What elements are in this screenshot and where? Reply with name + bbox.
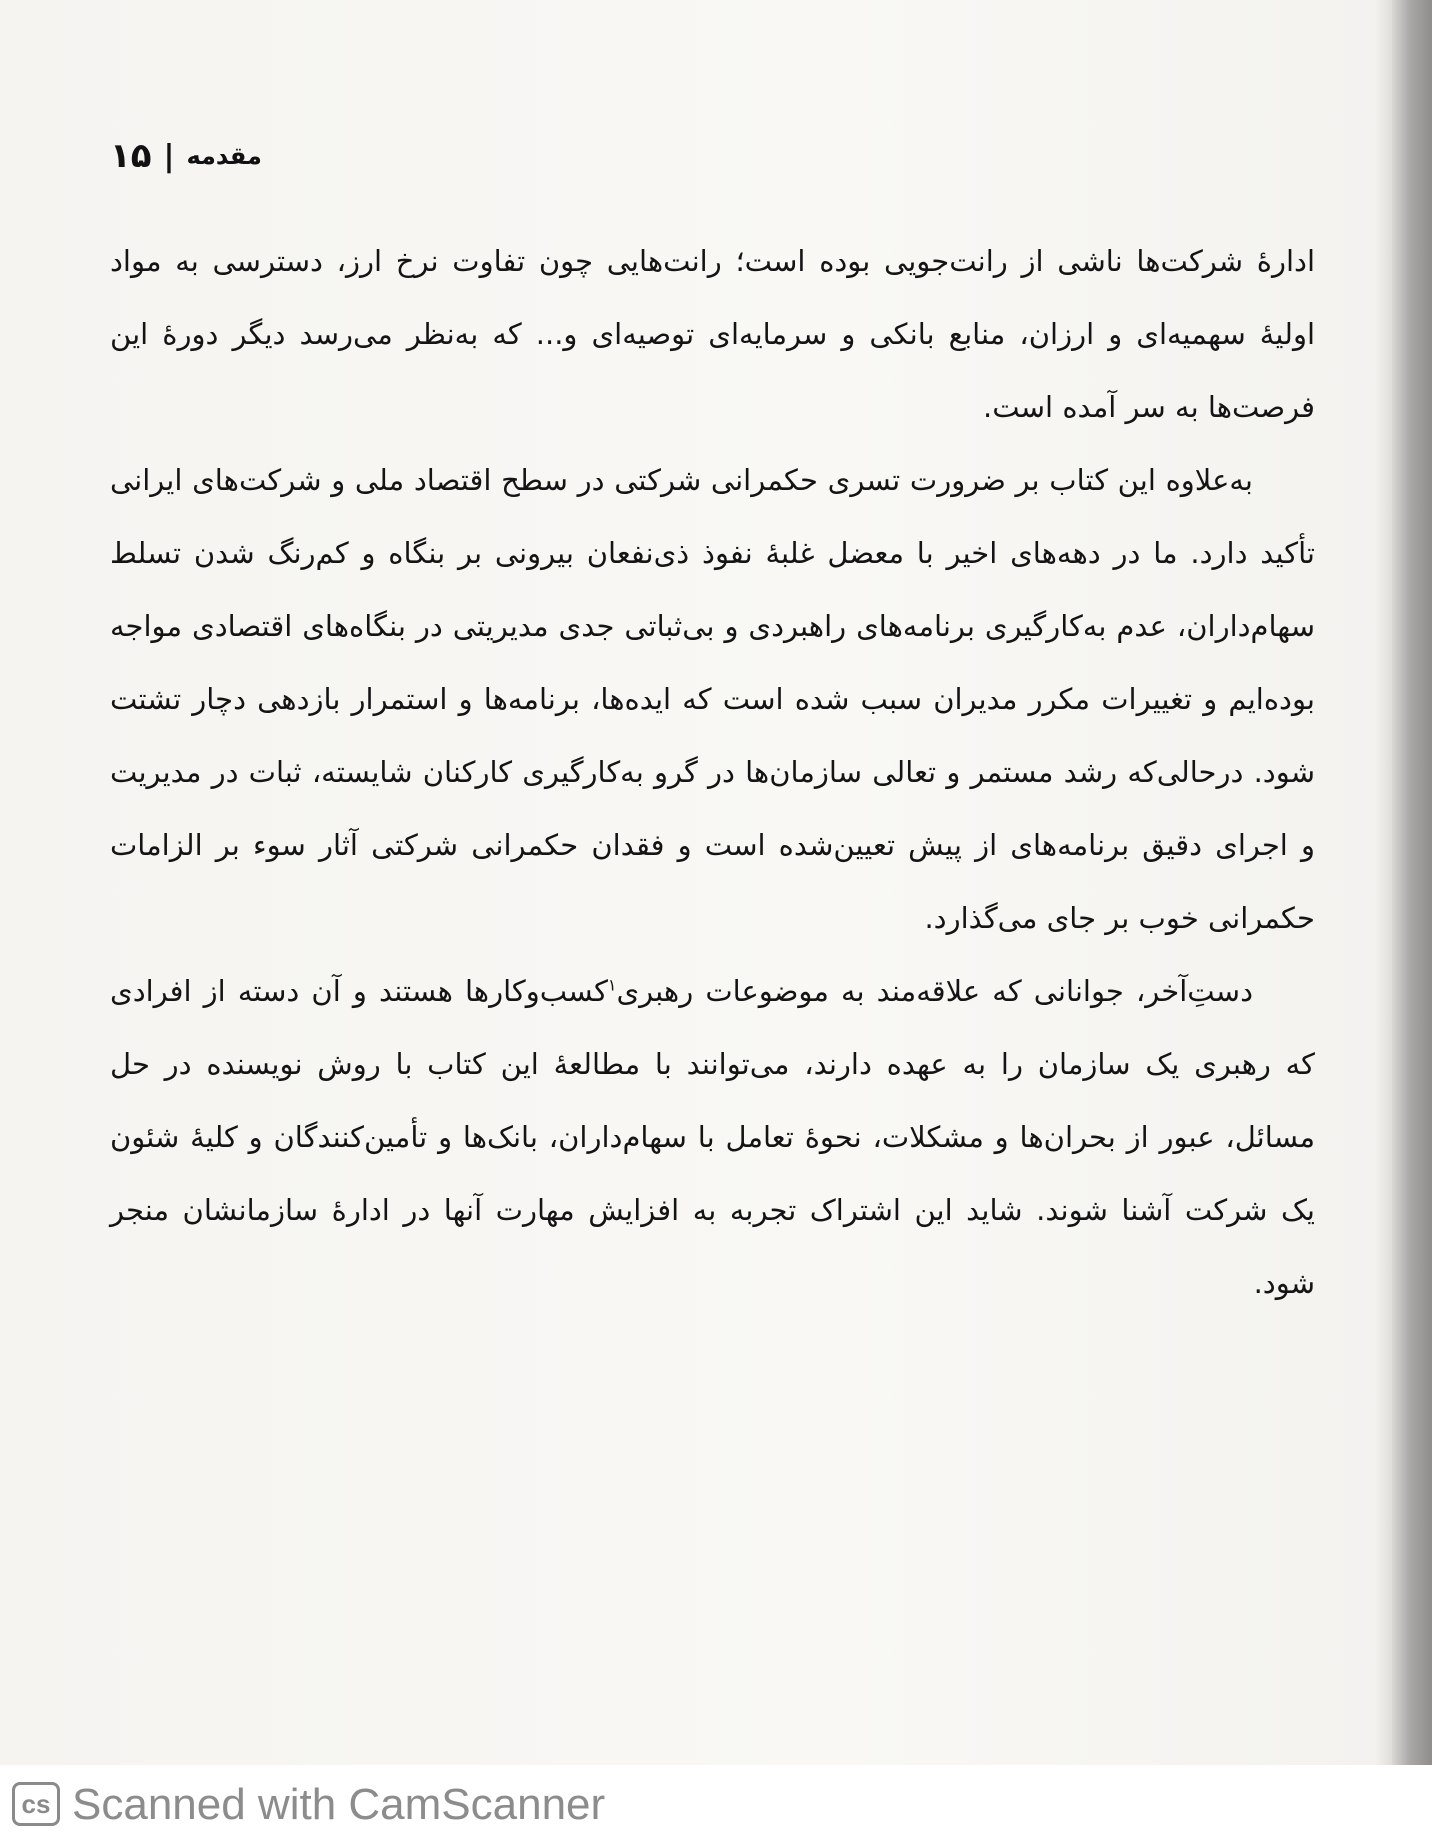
book-page-edge: [1392, 0, 1432, 1765]
paragraph-3: [110, 955, 1315, 1320]
paragraph-2: به‌علاوه این کتاب بر ضرورت تسری حکمرانی شرکتی در سطح اقتصاد ملی و شرکت‌های ایرانی تأکید دارد. ما در دهه‌های اخیر با معضل غلبهٔ نفوذ ذی‌نفعان بیرونی بر بنگاه و کم‌رنگ شدن تسلط سهام‌داران، عدم به‌کارگیری برنامه‌های راهبردی و بی‌ثباتی جدی مدیریتی در بنگاه‌های اقتصادی مواجه بوده‌ایم و تغییرات مکرر مدیران سبب شده است که ایده‌ها، برنامه‌ها و استمرار بازدهی دچار تشتت شود. درحالی‌که رشد مستمر و تعالی سازمان‌ها در گرو به‌کارگیری کارکنان شایسته، ثبات در مدیریت و اجرای دقیق برنامه‌های از پیش تعیین‌شده است و فقدان حکمرانی شرکتی آثار سوء بر الزامات حکمرانی خوب بر جای می‌گذارد.: [110, 463, 1315, 935]
paragraph-3-start: دستِ‌آخر، جوانانی که علاقه‌مند به موضوعات رهبری: [616, 974, 1253, 1008]
scanner-watermark: Scanned with CamScanner: [72, 1780, 606, 1829]
body-text: [110, 225, 1315, 1320]
footnote-mark: ۱: [607, 975, 617, 995]
paragraph-1: ادارهٔ شرکت‌ها ناشی از رانت‌جویی بوده است؛ رانت‌هایی چون تفاوت نرخ ارز، دسترسی به مواد اولیهٔ سهمیه‌ای و ارزان، منابع بانکی و سرمایه‌ای توصیه‌ای و... که به‌نظر می‌رسد دیگر دورهٔ این فرصت‌ها به سر آمده است.: [110, 244, 1315, 424]
camscanner-logo-icon: cs: [12, 1782, 60, 1826]
header-separator: |: [163, 138, 175, 174]
chapter-title: مقدمه: [186, 142, 262, 170]
page-number: ۱۵: [110, 136, 152, 176]
paragraph-3-rest: کسب‌وکارها هستند و آن دسته از افرادی که رهبری یک سازمان را به عهده دارند، می‌توانند با مطالعهٔ این کتاب با روش نویسنده در حل مسائل، عبور از بحران‌ها و مشکلات، نحوهٔ تعامل با سهام‌داران، بانک‌ها و تأمین‌کنندگان و کلیهٔ شئون یک شرکت آشنا شوند. شاید این اشتراک تجربه به افزایش مهارت آنها در ادارهٔ سازمانشان منجر شود.: [110, 974, 1315, 1300]
page-header: [110, 136, 262, 176]
